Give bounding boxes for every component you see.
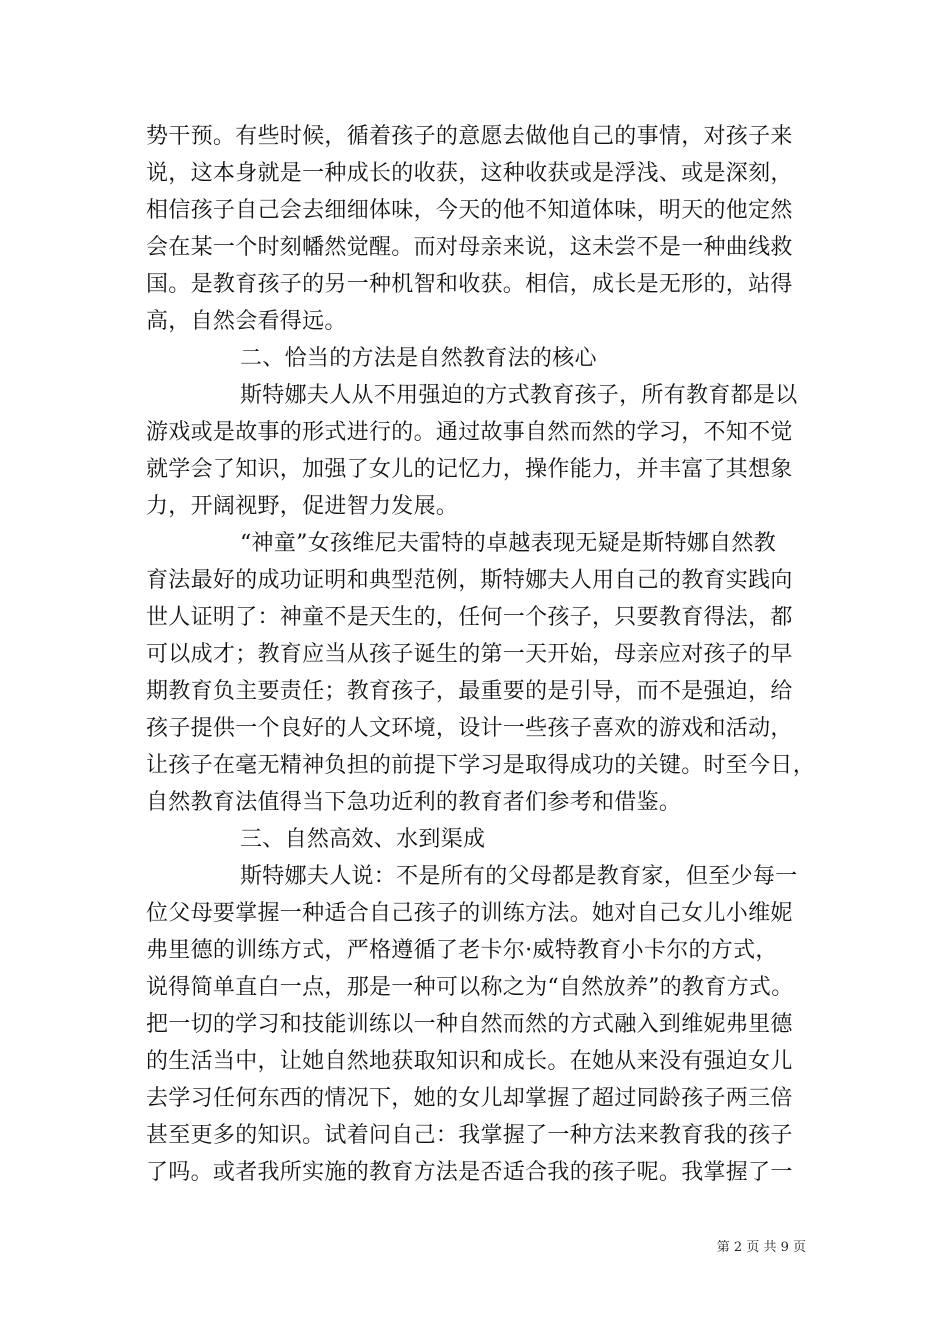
text-line: 位父母要掌握一种适合自己孩子的训练方法。她对自己女儿小维妮	[146, 901, 793, 926]
text-line: 的生活当中，让她自然地获取知识和成长。在她从来没有强迫女儿	[146, 1049, 793, 1074]
paragraph-1	[146, 118, 806, 340]
text-line: 可以成才；教育应当从孩子诞生的第一天开始，母亲应对孩子的早	[146, 642, 793, 667]
text-line: 孩子提供一个良好的人文环境，设计一些孩子喜欢的游戏和活动，	[146, 716, 793, 741]
text-line: 了吗。或者我所实施的教育方法是否适合我的孩子呢。我掌握了一	[146, 1160, 793, 1185]
section-heading-3: 三、自然高效、水到渠成	[240, 827, 486, 852]
text-line: 让孩子在毫无精神负担的前提下学习是取得成功的关键。时至今日，	[146, 753, 816, 778]
paragraph-4	[146, 858, 806, 1191]
text-line: 弗里德的训练方式，严格遵循了老卡尔·威特教育小卡尔的方式，	[146, 938, 778, 963]
page-number-footer: 第 2 页 共 9 页	[716, 1240, 806, 1255]
text-line: 高，自然会看得远。	[146, 309, 347, 334]
text-line: 相信孩子自己会去细细体味，今天的他不知道体味，明天的他定然	[146, 198, 793, 223]
text-line: 游戏或是故事的形式进行的。通过故事自然而然的学习，不知不觉	[146, 420, 793, 445]
text-line: 斯特娜夫人从不用强迫的方式教育孩子，所有教育都是以	[240, 383, 798, 408]
text-line: 把一切的学习和技能训练以一种自然而然的方式融入到维妮弗里德	[146, 1012, 793, 1037]
text-line: 期教育负主要责任；教育孩子，最重要的是引导，而不是强迫，给	[146, 679, 793, 704]
text-line: 斯特娜夫人说：不是所有的父母都是教育家，但至少每一	[240, 864, 798, 889]
document-body	[146, 118, 816, 1191]
text-line: 育法最好的成功证明和典型范例，斯特娜夫人用自己的教育实践向	[146, 568, 793, 593]
text-line: 会在某一个时刻幡然觉醒。而对母亲来说，这未尝不是一种曲线救	[146, 235, 793, 260]
paragraph-2	[146, 377, 806, 525]
text-line: “神童”女孩维尼夫雷特的卓越表现无疑是斯特娜自然教	[240, 531, 776, 556]
text-line: 去学习任何东西的情况下，她的女儿却掌握了超过同龄孩子两三倍	[146, 1086, 793, 1111]
section-heading-2: 二、恰当的方法是自然教育法的核心	[240, 346, 597, 371]
text-line: 就学会了知识，加强了女儿的记忆力，操作能力，并丰富了其想象	[146, 457, 793, 482]
paragraph-3	[146, 525, 816, 821]
text-line: 说，这本身就是一种成长的收获，这种收获或是浮浅、或是深刻，	[146, 161, 793, 186]
text-line: 甚至更多的知识。试着问自己：我掌握了一种方法来教育我的孩子	[146, 1123, 793, 1148]
text-line: 势干预。有些时候，循着孩子的意愿去做他自己的事情，对孩子来	[146, 124, 793, 149]
text-line: 世人证明了：神童不是天生的，任何一个孩子，只要教育得法，都	[146, 605, 793, 630]
text-line: 国。是教育孩子的另一种机智和收获。相信，成长是无形的，站得	[146, 272, 793, 297]
text-line: 力，开阔视野，促进智力发展。	[146, 494, 459, 519]
text-line: 说得简单直白一点，那是一种可以称之为“自然放养”的教育方式。	[146, 975, 794, 1000]
text-line: 自然教育法值得当下急功近利的教育者们参考和借鉴。	[146, 790, 682, 815]
